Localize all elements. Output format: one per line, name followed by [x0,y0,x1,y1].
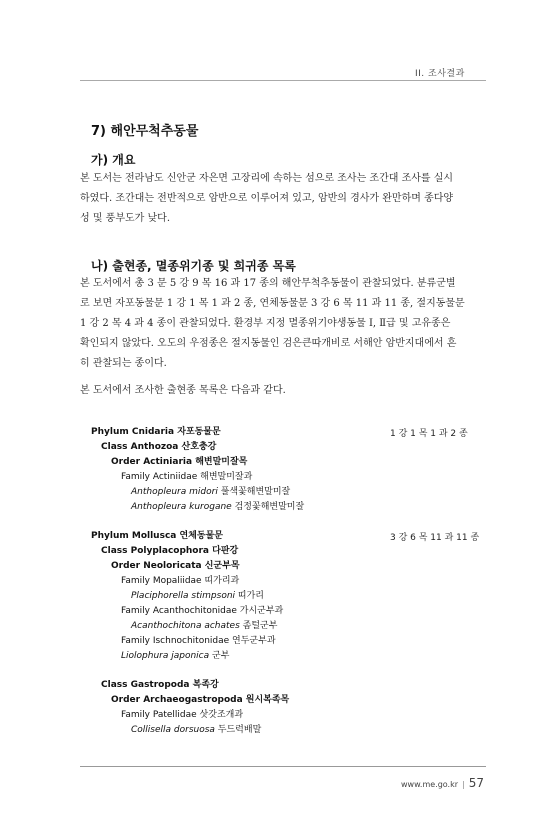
species-entry [131,724,261,737]
family-patellidae: Family Patellidae 삿갓조개과 [121,710,244,720]
page-number: 57 [468,776,484,790]
korean-name: 풀색꽃해변말미잘 [220,487,291,497]
page-footer [401,772,484,791]
species-entry [121,650,229,663]
text-line: 확인되지 않았다. 오도의 우점종은 절지동물인 검은큰따개비로 서해안 암반지대에서 흔 [80,338,457,349]
phylum-cnidaria: Phylum Cnidaria 자포동물문 [91,427,221,437]
running-header: II. 조사결과 [415,69,465,79]
order-neoloricata: Order Neoloricata 신군부목 [111,561,240,571]
footer-separator: | [462,780,465,789]
family-mopaliidae: Family Mopaliidae 띠가리과 [121,576,240,586]
korean-name: 좀털군부 [242,621,278,631]
scientific-name: Anthopleura kurogane [131,502,232,512]
subsection-species-title: 나) 출현종, 멸종위기종 및 희귀종 목록 [91,259,296,273]
korean-name: 검정꽃해변말미잘 [234,502,305,512]
section-title: 7) 해안무척추동물 [91,124,199,139]
scientific-name: Anthopleura midori [131,487,218,497]
species-entry [131,501,304,514]
korean-name: 띠가리 [237,591,264,601]
family-ischnochitonidae: Family Ischnochitonidae 연두군부과 [121,636,276,646]
footer-divider [80,766,486,767]
korean-name: 군부 [212,651,230,661]
scientific-name: Acanthochitona achates [131,621,240,631]
species-entry [131,620,277,633]
mollusca-count: 3 강 6 목 11 과 11 종 [390,533,480,543]
text-line: 로 보면 자포동물문 1 강 1 목 1 과 2 종, 연체동물문 3 강 6 목 11 과 11 종, 절지동물문 [80,298,465,309]
header-divider [80,80,486,81]
order-actiniaria: Order Actiniaria 해변말미잘목 [111,457,248,467]
overview-paragraph [80,169,478,229]
species-paragraph [80,274,478,374]
cnidaria-count: 1 강 1 목 1 과 2 종 [390,429,468,439]
class-anthozoa: Class Anthozoa 산호충강 [101,442,217,452]
text-line: 본 도서는 전라남도 신안군 자은면 고장리에 속하는 섬으로 조사는 조간대 조사를 실시 [80,173,454,184]
text-line: 하였다. 조간대는 전반적으로 암반으로 이루어져 있고, 암반의 경사가 완만하며 종다양 [80,193,454,204]
scientific-name: Collisella dorsuosa [131,725,215,735]
order-archaeogastropoda: Order Archaeogastropoda 원시복족목 [111,695,290,705]
text-line: 성 및 풍부도가 낮다. [80,213,170,224]
family-actiniidae: Family Actiniidae 해변말미잘과 [121,472,253,482]
species-entry [131,486,290,499]
korean-name: 두드럭배말 [217,725,262,735]
text-line: 1 강 2 목 4 과 4 종이 관찰되었다. 환경부 지정 멸종위기야생동물 Ⅰ, Ⅱ급 및 고유종은 [80,318,451,329]
scientific-name: Placiphorella stimpsoni [131,591,236,601]
list-intro: 본 도서에서 조사한 출현종 목록은 다음과 같다. [80,385,286,396]
text-line: 히 관찰되는 종이다. [80,358,167,369]
class-polyplacophora: Class Polyplacophora 다판강 [101,546,239,556]
family-acanthochitonidae: Family Acanthochitonidae 가시군부과 [121,606,284,616]
scientific-name: Liolophura japonica [121,651,210,661]
class-gastropoda: Class Gastropoda 복족강 [101,680,219,690]
subsection-overview-title: 가) 개요 [91,153,136,167]
footer-url: www.me.go.kr [401,780,459,789]
phylum-mollusca: Phylum Mollusca 연체동물문 [91,531,223,541]
species-entry [131,590,264,603]
text-line: 본 도서에서 총 3 문 5 강 9 목 16 과 17 종의 해안무척추동물이 관찰되었다. 분류군별 [80,278,456,289]
